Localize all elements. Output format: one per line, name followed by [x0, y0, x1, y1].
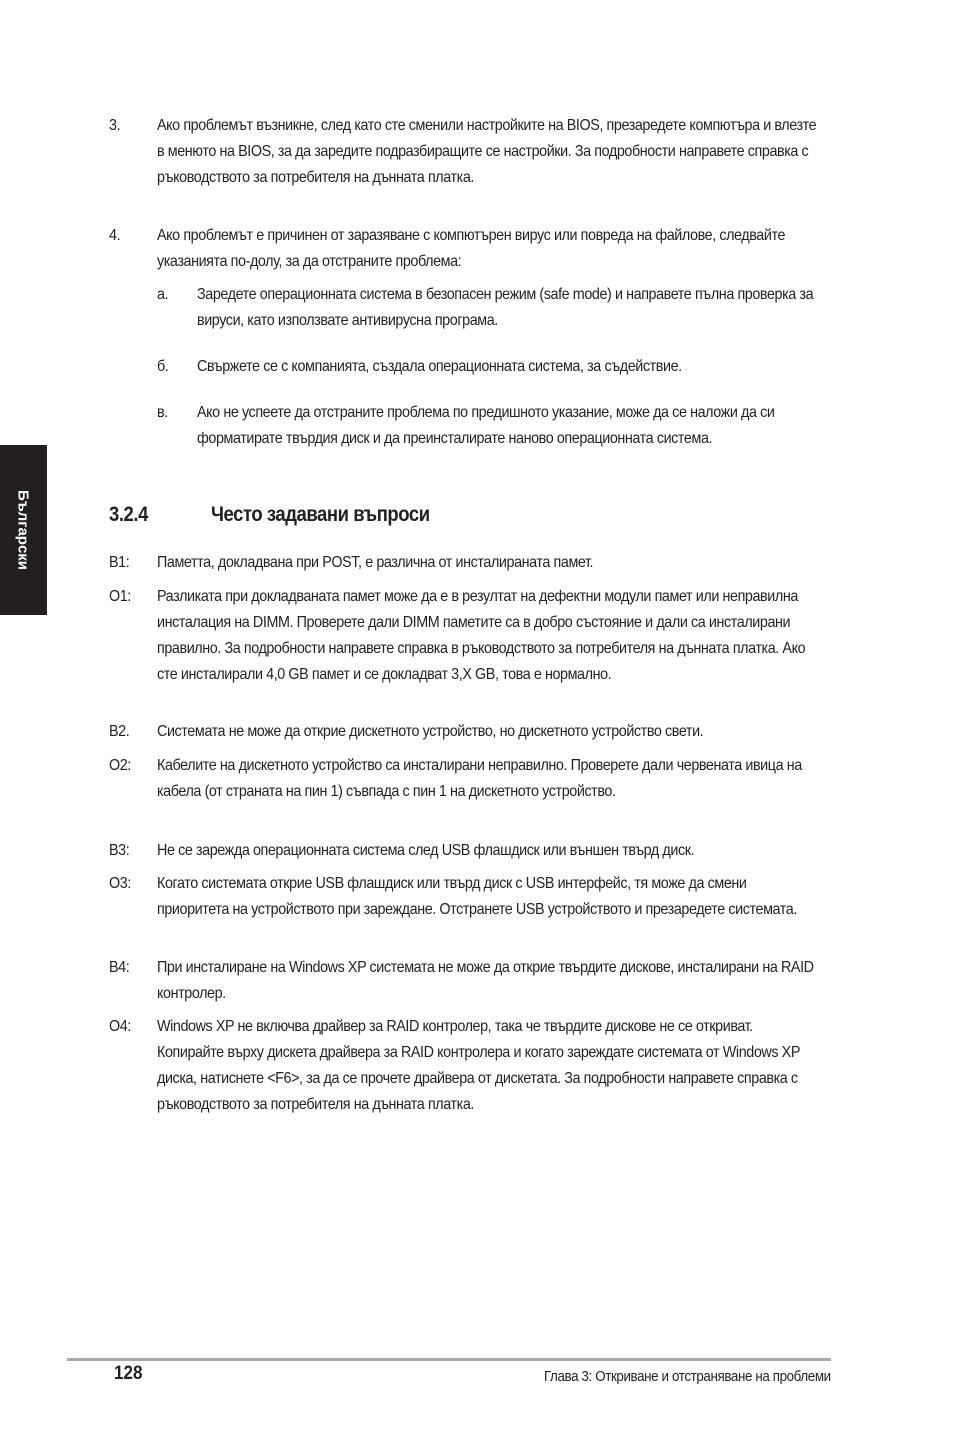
substep-letter: в.: [157, 404, 168, 421]
answer-text: Кабелите на дискетното устройство са инсталирани неправилно. Проверете дали червената ивица на кабела (от страната на пин 1) съвпада с пин 1 на дискетното устройство.: [157, 757, 802, 800]
answer-text: Когато системата открие USB флашдиск или твърд диск с USB интерфейс, тя може да смени приоритета на устройството при зареждане. Отстранете USB устройството и презаредете системата.: [157, 875, 797, 918]
step-number: 3.: [109, 117, 121, 134]
section-number: 3.2.4: [109, 503, 148, 526]
answer-label: О2:: [109, 757, 131, 774]
answer-label: О3:: [109, 875, 131, 892]
question-label: В1:: [109, 554, 130, 571]
question-label: В4:: [109, 959, 130, 976]
answer-text: Windows XP не включва драйвер за RAID контролер, така че твърдите дискове не се откриват. Копирайте върху дискета драйвера за RAID контролера и когато зареждате системата от Windows XP диска, натиснете <F6>, за да се прочете драйвера от дискетата. За подробности направете справка с ръководството за потребителя на дънната платка.: [157, 1018, 800, 1113]
question-label: В2.: [109, 723, 130, 740]
answer-label: О4:: [109, 1018, 131, 1035]
step-text: Ако проблемът е причинен от заразяване с компютърен вирус или повреда на файлове, следвайте указанията по-долу, за да отстраните проблема:: [157, 227, 786, 270]
question-text: При инсталиране на Windows XP системата не може да открие твърдите дискове, инсталирани на RAID контролер.: [157, 959, 814, 1002]
section-title: Често задавани въпроси: [211, 503, 430, 526]
step-text: Ако проблемът възникне, след като сте сменили настройките на BIOS, презаредете компютъра и влезте в менюто на BIOS, за да заредите подразбиращите се настройки. За подробности направете справка с ръководството за потребителя на дънната платка.: [157, 117, 817, 186]
substep-letter: a.: [157, 286, 169, 303]
footer-rule: [67, 1358, 831, 1361]
question-text: Паметта, докладвана при POST, е различна от инсталираната памет.: [157, 554, 594, 571]
question-text: Системата не може да открие дискетното устройство, но дискетното устройство свети.: [157, 723, 704, 740]
answer-label: О1:: [109, 588, 131, 605]
substep-text: Свържете се с компанията, създала операционната система, за съдействие.: [197, 358, 682, 375]
substep-letter: б.: [157, 358, 169, 375]
chapter-title: Глава 3: Откриване и отстраняване на проблеми: [544, 1369, 831, 1385]
answer-text: Разликата при докладваната памет може да е в резултат на дефектни модули памет или неправилна инсталация на DIMM. Проверете дали DIMM паметите са в добро състояние и дали са инсталирани правилно. За подробности направете справка в ръководството за потребителя на дънната платка. Ако сте инсталирали 4,0 GB памет и се докладват 3,X GB, това е нормално.: [157, 588, 806, 683]
substep-text: Заредете операционната система в безопасен режим (safe mode) и направете пълна проверка за вируси, като използвате антивирусна програма.: [197, 286, 814, 329]
page-number: 128: [114, 1363, 143, 1384]
question-label: В3:: [109, 842, 130, 859]
step-number: 4.: [109, 227, 121, 244]
substep-text: Ако не успеете да отстраните проблема по предишното указание, може да се наложи да си форматирате твърдия диск и да преинсталирате наново операционната система.: [197, 404, 775, 447]
language-tab-label: Български: [14, 489, 32, 571]
question-text: Не се зарежда операционната система след USB флашдиск или външен твърд диск.: [157, 842, 695, 859]
